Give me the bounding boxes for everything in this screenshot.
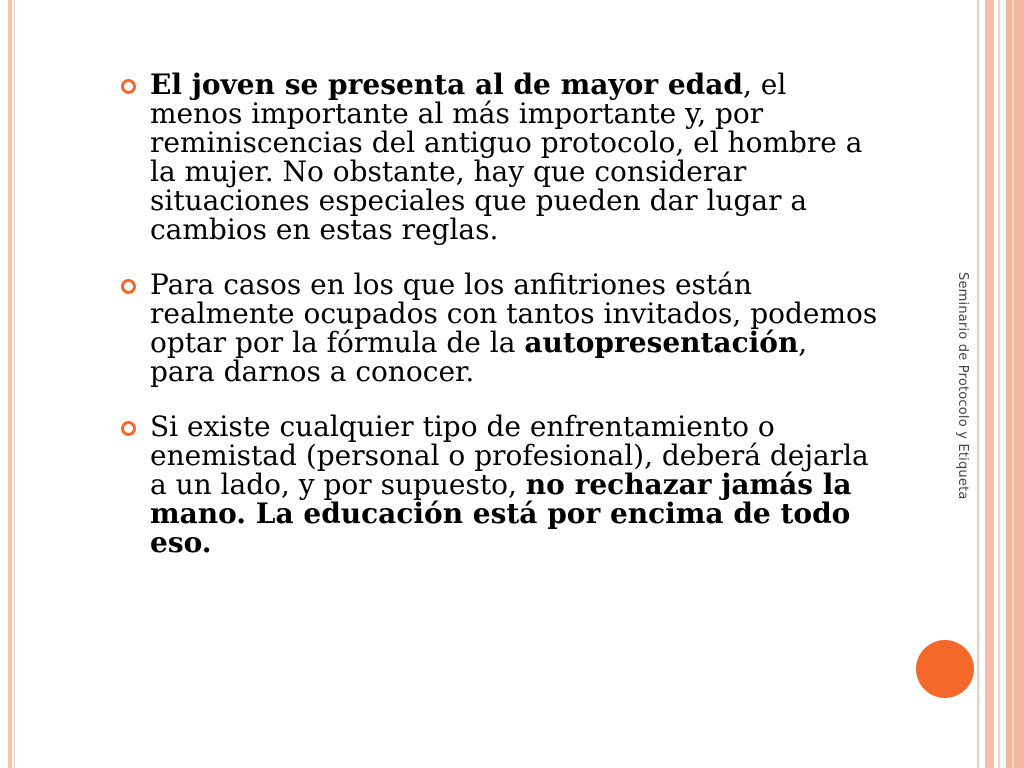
bullet-list	[118, 70, 878, 583]
right-stripe	[977, 0, 979, 768]
bullet-ring-icon	[121, 79, 136, 94]
bullet-item	[118, 270, 878, 386]
bullet-bold-term: autopresentación	[524, 326, 799, 359]
bullet-item	[118, 412, 878, 557]
bullet-item	[118, 70, 878, 244]
left-border-line	[8, 0, 12, 768]
bullet-ring-icon	[121, 421, 136, 436]
bullet-text: Si existe cualquier tipo de enfrentamiento o enemistad (personal o profesional), deberá dejarla a un lado, y por supuesto,	[150, 410, 869, 501]
decorative-circle	[916, 640, 974, 698]
right-stripe	[1006, 0, 1024, 768]
right-stripe	[998, 0, 1000, 768]
bullet-bold-end: no rechazar jamás la mano. La educación está por encima de todo eso.	[150, 468, 852, 559]
bullet-text: , para darnos a conocer.	[150, 326, 808, 388]
right-stripe	[985, 0, 994, 768]
left-border-line-inner	[14, 0, 15, 768]
bullet-ring-icon	[121, 279, 136, 294]
bullet-text: Para casos en los que los anfitriones están realmente ocupados con tantos invitados, podemos optar por la fórmula de la	[150, 268, 878, 359]
bullet-text: , el menos importante al más importante y, por reminiscencias del antiguo protocolo, el hombre a la mujer. No obstante, hay que considerar situaciones especiales que pueden dar lugar a cambios en estas reglas.	[150, 68, 863, 246]
bullet-bold-lead: El joven se presenta al de mayor edad	[150, 68, 743, 101]
right-stripe	[1012, 0, 1014, 768]
side-caption: Seminario de Protocolo y Etiqueta	[955, 272, 970, 500]
